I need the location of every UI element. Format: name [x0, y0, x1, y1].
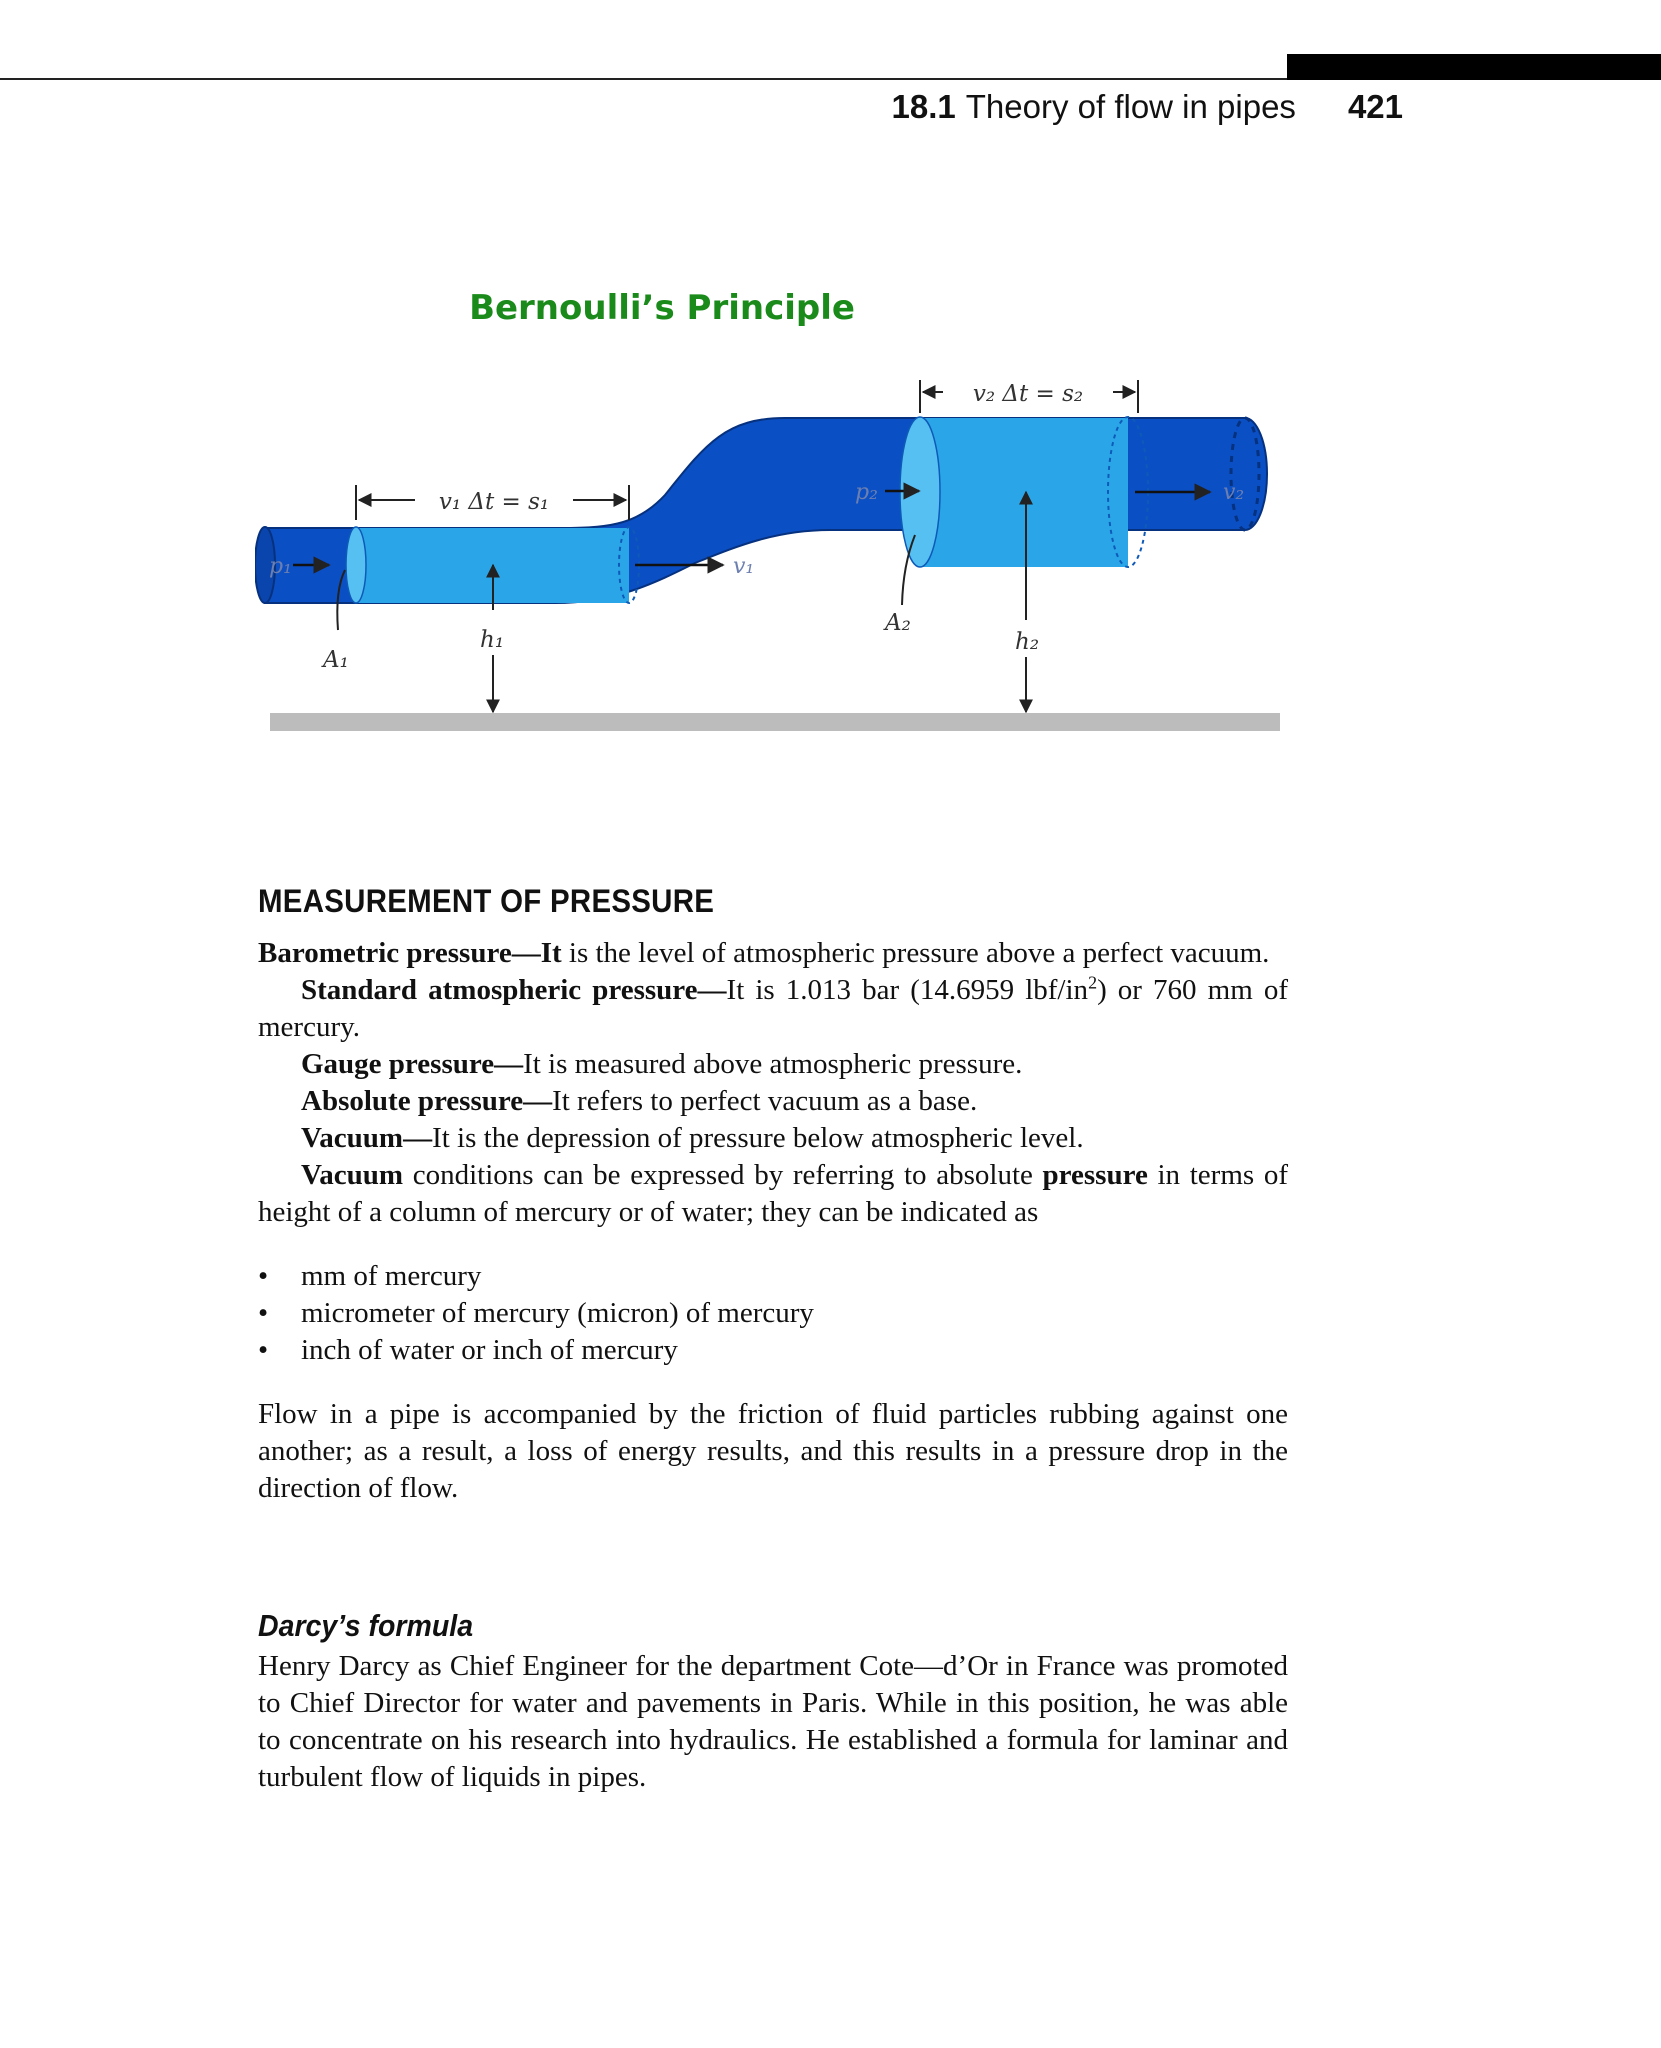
- vacuum-conditions-text-b: in terms of height of a column of mercury or of water; they can be indicated as: [258, 1159, 1288, 1228]
- running-header: [0, 88, 1403, 126]
- gauge-term: Gauge pressure—: [301, 1048, 524, 1080]
- page-number: 421: [1347, 88, 1403, 125]
- units-list: [258, 1258, 1288, 1369]
- s2-dimension-label: v₂ Δt = s₂: [972, 381, 1084, 407]
- top-rule-bar: [1287, 54, 1661, 80]
- list-item-text: inch of water or inch of mercury: [301, 1334, 678, 1366]
- h2-label: h₂: [1015, 629, 1040, 655]
- darcy-section: [258, 1648, 1288, 1796]
- fluid-segment-2: [920, 418, 1128, 567]
- vacuum-conditions-paragraph: [258, 1157, 1288, 1231]
- gauge-text: It is measured above atmospheric pressure.: [523, 1048, 1023, 1080]
- list-item-text: micrometer of mercury (micron) of mercury: [301, 1297, 814, 1329]
- bullet-glyph: •: [258, 1297, 269, 1329]
- section-number: 18.1: [891, 88, 956, 125]
- vacuum-conditions-bold: pressure: [1042, 1159, 1148, 1191]
- standard-text-b: ) or 760 mm of mercury.: [258, 974, 1289, 1043]
- barometric-paragraph: [258, 935, 1288, 972]
- vacuum-term: Vacuum—: [301, 1122, 433, 1154]
- vacuum-text: It is the depression of pressure below atmospheric level.: [432, 1122, 1084, 1154]
- bernoulli-figure: [255, 285, 1305, 745]
- v1-label: v₁: [733, 554, 755, 579]
- list-item-text: mm of mercury: [301, 1260, 482, 1292]
- standard-superscript: 2: [1088, 972, 1098, 993]
- a2-label: A₂: [885, 610, 911, 636]
- area-1-ellipse: [346, 527, 366, 603]
- absolute-text: It refers to perfect vacuum as a base.: [552, 1085, 978, 1117]
- bullet-glyph: •: [258, 1334, 269, 1366]
- bullet-glyph: •: [258, 1260, 269, 1292]
- section-title: Theory of flow in pipes: [965, 88, 1296, 125]
- p2-label: p₂: [855, 480, 878, 505]
- list-item: [258, 1332, 1288, 1369]
- barometric-text: is the level of atmospheric pressure above a perfect vacuum.: [561, 937, 1270, 969]
- h1-label: h₁: [480, 627, 505, 653]
- measurement-heading: MEASUREMENT OF PRESSURE: [258, 883, 715, 919]
- list-item: [258, 1258, 1288, 1295]
- vacuum-conditions-text-a: conditions can be expressed by referring to absolute: [403, 1159, 1043, 1191]
- vacuum-conditions-term: Vacuum: [301, 1159, 404, 1191]
- list-item: [258, 1295, 1288, 1332]
- darcy-paragraph: Henry Darcy as Chief Engineer for the department Cote—d’Or in France was promoted to Chief Director for water and pavements in Paris. While in this position, he was able to concentrate on his research into hydraulics. He established a formula for laminar and turbulent flow of liquids in pipes.: [258, 1650, 1288, 1793]
- standard-term: Standard atmospheric pressure—: [301, 974, 727, 1006]
- flow-paragraph: Flow in a pipe is accompanied by the friction of fluid particles rubbing against one another; as a result, a loss of energy results, and this results in a pressure drop in the direction of flow.: [258, 1398, 1288, 1504]
- absolute-paragraph: [258, 1083, 1288, 1120]
- barometric-term: Barometric pressure—It: [258, 937, 562, 969]
- v2-label: v₂: [1223, 480, 1245, 505]
- a1-label: A₁: [323, 647, 349, 673]
- standard-paragraph: [258, 972, 1288, 1046]
- standard-text-a: It is 1.013 bar (14.6959 lbf/in: [726, 974, 1089, 1006]
- darcy-heading: Darcy’s formula: [258, 1608, 474, 1643]
- absolute-term: Absolute pressure—: [301, 1085, 553, 1117]
- vacuum-paragraph: [258, 1120, 1288, 1157]
- measurement-section: [258, 935, 1288, 1507]
- gauge-paragraph: [258, 1046, 1288, 1083]
- figure-title: Bernoulli’s Principle: [469, 288, 855, 328]
- s1-dimension-label: v₁ Δt = s₁: [438, 489, 550, 515]
- p1-label: p₁: [269, 554, 292, 579]
- ground-reference: [270, 713, 1280, 731]
